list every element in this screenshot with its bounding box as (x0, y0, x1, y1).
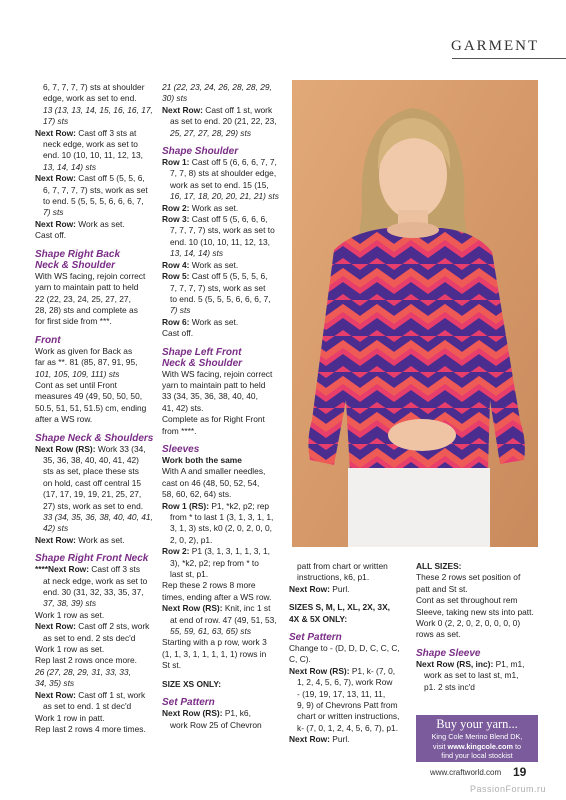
text-line: With A and smaller needles, (162, 466, 266, 477)
row-label: Row 3: (162, 214, 190, 225)
text-line: end. 10 (10, 10, 11, 12, 13, (170, 236, 270, 247)
text-column-3 (289, 561, 407, 746)
text-line: far as **. 81 (85, 87, 91, 95, (35, 357, 138, 368)
text-line: Rep last 2 rows 4 more times. (35, 723, 146, 734)
text-line: work as set to end. 15 (15, (170, 179, 269, 190)
text-line: 17) sts (43, 116, 69, 127)
text-column-1 (35, 82, 153, 735)
section-heading: Shape Right Front Neck (35, 553, 149, 565)
section-heading: Sleeves (162, 443, 200, 455)
text-line: 30) sts (162, 93, 188, 104)
text-line: Row 3: Cast off 5 (5, 6, 6, 6, (162, 214, 268, 225)
text-line: 101, 105, 109, 111) sts (35, 368, 120, 379)
section-title: GARMENT (451, 38, 540, 54)
text-column-2 (162, 82, 280, 731)
row-label: Next Row: (35, 218, 76, 229)
text-line: times, ending after a WS row. (162, 591, 272, 602)
text-line: 16, 17, 18, 20, 20, 21, 21) sts (170, 191, 279, 202)
text-line: Next Row (RS): P1, k- (7, 0, (289, 665, 396, 676)
spacer (289, 625, 407, 632)
section-heading: Shape Sleeve (416, 647, 481, 659)
text-line: 33 (34, 35, 36, 38, 40, 40, 41, (43, 512, 153, 522)
text-line: end. 10 (10, 10, 11, 12, 13, (43, 150, 143, 161)
text-line: Next Row: Purl. (289, 734, 350, 745)
text-line: 22 (22, 23, 24, 25, 27, 27, (35, 293, 131, 304)
text-line: 7, 7, 7, 7) sts, work as set (170, 282, 266, 293)
text-line: Next Row: Work as set. (35, 534, 125, 545)
text-line: 33 (34, 35, 36, 38, 40, 40, (162, 391, 258, 402)
text-line: C, C). (289, 654, 311, 665)
text-line: 3), *k2, p2; rep from * to (170, 557, 259, 568)
section-heading: Set Pattern (289, 632, 342, 644)
text-line: neck edge, work as set to (43, 139, 138, 150)
promo-url[interactable]: www.kingcole.com (447, 741, 513, 751)
text-line: Row 5: Cast off 5 (5, 5, 5, 6, (162, 271, 268, 282)
text-line: work Row 25 of Chevron (170, 719, 262, 730)
text-line: Row 2: P1 (3, 1, 3, 1, 1, 3, 1, (162, 546, 270, 557)
page-number: 19 (513, 765, 527, 779)
text-line: yarn to maintain patt to held (162, 379, 266, 390)
text-line: SIZES S, M, L, XL, 2X, 3X, (289, 602, 390, 613)
text-line: Next Row (RS, inc): P1, m1, (416, 658, 525, 669)
row-label: Next Row (RS, inc): (416, 658, 494, 669)
spacer (162, 690, 280, 697)
text-line: Rep last 2 rows once more. (35, 655, 137, 666)
text-line: to end. 5 (5, 5, 5, 6, 6, 6, 7, (43, 196, 144, 207)
text-line: 27) sts, work as set to end. (43, 500, 144, 511)
text-line: With WS facing, rejoin correct (162, 368, 273, 379)
section-heading: Set Pattern (162, 697, 215, 709)
text-line: after a WS row. (35, 414, 93, 425)
text-line: Starting with a p row, work 3 (162, 637, 267, 648)
row-label: Row 6: (162, 316, 190, 327)
spacer (35, 328, 153, 335)
text-line: Next Row: Cast off 3 sts at (35, 127, 137, 138)
text-line: Cast off. (162, 328, 194, 339)
text-line: Work 1 row as set. (35, 644, 105, 655)
row-label: Next Row: (289, 583, 330, 594)
text-line: ****Next Row: Cast off 3 sts (35, 564, 141, 575)
text-line: Rep these 2 rows 8 more (162, 580, 256, 591)
text-line: Next Row: Cast off 2 sts, work (35, 621, 150, 632)
row-label: Next Row: (289, 734, 330, 745)
spacer (162, 672, 280, 679)
text-line: 37, 38, 39) sts (43, 598, 97, 609)
text-line: for first side from ***. (35, 316, 112, 327)
text-line: Row 1 (RS): P1, *k2, p2; rep (162, 500, 270, 511)
text-line: 41, 42) sts. (162, 402, 204, 413)
text-line: 3, 1, 3) sts, k0 (2, 0, 2, 0, 0, (170, 523, 272, 534)
text-line: Next Row (RS): P1, k6, (162, 708, 251, 719)
spacer (416, 641, 534, 648)
spacer (162, 437, 280, 444)
text-line: 7) sts (43, 207, 64, 218)
text-line: as set to end. 1 st dec'd (43, 701, 132, 712)
spacer (162, 139, 280, 146)
text-line: 42) sts (43, 523, 69, 534)
text-line: 2, 0, 2), p1. (170, 534, 213, 545)
text-line: With WS facing, rejoin correct (35, 270, 146, 281)
text-line: from * to last 1 (3, 1, 3, 1, 1, (170, 512, 274, 522)
text-line: 7, 7, 7, 7) sts, work as set to (170, 225, 275, 236)
text-line: 50.5, 51, 51, 51.5) cm, ending (35, 402, 147, 413)
text-line: 55, 59, 61, 63, 65) sts (170, 626, 252, 637)
text-line: cast on 46 (48, 50, 52, 54, (162, 477, 260, 488)
text-line: Cont as set throughout rem (416, 595, 518, 606)
text-line: Row 4: Work as set. (162, 259, 239, 270)
section-heading: Shape Neck & Shoulders (35, 432, 154, 444)
text-line: 34, 35) sts (35, 678, 75, 689)
text-line: Work as given for Back as (35, 345, 133, 356)
promo-line-3: find your local stockist (441, 751, 513, 760)
text-line: from ****. (162, 425, 197, 436)
text-line: end. 30 (31, 32, 33, 35, 37, (43, 587, 144, 598)
text-line: Change to - (D, D, D, C, C, C, (289, 643, 400, 654)
text-line: 4X & 5X ONLY: (289, 613, 348, 624)
text-line: 7) sts (170, 305, 191, 316)
text-line: Next Row: Cast off 1 st, work (162, 104, 273, 115)
text-line: Complete as for Right Front (162, 414, 265, 425)
text-line: 58, 60, 62, 64) sts. (162, 489, 232, 500)
spacer (35, 242, 153, 249)
promo-line-2-pre: visit (432, 741, 448, 751)
text-line: as set to end. 2 sts dec'd (43, 632, 136, 643)
model-photo (292, 80, 538, 547)
promo-line-2 (416, 742, 538, 752)
text-line: 35, 36, 38, 40, 40, 41, 42) (43, 454, 139, 465)
text-line: 9, 9) of Chevrons Patt from (297, 700, 398, 711)
row-label: Row 5: (162, 271, 190, 282)
text-line: (1, 1, 3, 1, 1, 1, 1, 1) rows in (162, 648, 267, 659)
promo-line-1: King Cole Merino Blend DK, (431, 732, 523, 741)
header-rule (452, 58, 566, 59)
text-line: k- (7, 0, 1, 2, 4, 5, 6, 7), p1. (297, 722, 399, 733)
text-column-4 (416, 561, 534, 693)
spacer (35, 426, 153, 433)
row-label: Next Row: (35, 127, 76, 138)
text-line: edge, work as set to end. (43, 93, 137, 104)
row-label: Row 2: (162, 202, 190, 213)
spacer (289, 595, 407, 602)
text-line: Next Row (RS): Knit, inc 1 st (162, 603, 271, 614)
text-line: St st. (162, 660, 182, 671)
text-line: 7, 7, 8) sts at shoulder edge, (170, 168, 277, 179)
section-heading: Front (35, 334, 61, 346)
text-line: Work 0 (2, 2, 0, 2, 0, 0, 0, 0) (416, 618, 521, 629)
text-line: Next Row: Cast off 1 st, work (35, 689, 146, 700)
text-line: at end of row. 47 (49, 51, 53, (170, 614, 277, 625)
text-line: Row 2: Work as set. (162, 202, 239, 213)
section-heading: Neck & Shoulder (35, 259, 116, 271)
footer-site[interactable]: www.craftworld.com (430, 768, 502, 777)
text-line: patt from chart or written (297, 561, 388, 571)
row-label: Next Row: (162, 104, 203, 115)
text-line: (17, 17, 19, 19, 21, 25, 27, (43, 489, 142, 500)
row-label: Row 2: (162, 546, 190, 557)
row-label: Next Row (RS): (35, 443, 96, 454)
row-label: Next Row: (35, 621, 76, 632)
text-line: Next Row: Cast off 5 (5, 5, 6, (35, 173, 145, 184)
text-line: Sleeve, taking new sts into patt. (416, 606, 534, 617)
watermark: PassionForum.ru (470, 784, 547, 794)
text-line: yarn to maintain patt to held (35, 282, 139, 293)
text-line: to end. 5 (5, 5, 5, 6, 6, 6, 7, (170, 293, 271, 304)
text-line: SIZE XS ONLY: (162, 678, 222, 689)
text-line: 13, 14, 14) sts (43, 161, 97, 172)
text-line: work as set to last st, m1, (424, 670, 519, 681)
promo-line-2-post: to (512, 741, 522, 751)
text-line: 6, 7, 7, 7, 7) sts at shoulder (43, 82, 145, 92)
text-line: Next Row: Purl. (289, 583, 350, 594)
text-line: on hold, cast off central 15 (43, 477, 142, 488)
text-line: ALL SIZES: (416, 561, 462, 571)
text-line: These 2 rows set position of (416, 572, 521, 583)
text-line: Work 1 row as set. (35, 609, 105, 620)
text-line: - (19, 19, 17, 13, 11, 11, (297, 688, 386, 699)
section-heading: Shape Left Front (162, 346, 242, 358)
text-line: as set to end. 20 (21, 22, 23, (170, 116, 277, 127)
row-label: Row 4: (162, 259, 190, 270)
text-line: p1. 2 sts inc'd (424, 681, 475, 692)
text-line: Next Row: Work as set. (35, 218, 125, 229)
text-line: Cont as set until Front (35, 379, 117, 390)
spacer (35, 546, 153, 553)
text-line: 13, 14, 14) sts (170, 248, 224, 259)
row-label: Next Row (RS): (162, 708, 223, 719)
text-line: 28, 28) sts and complete as (35, 304, 138, 315)
text-line: 21 (22, 23, 24, 26, 28, 28, 29, (162, 82, 272, 92)
text-line: Next Row (RS): Work 33 (34, (35, 443, 146, 454)
text-line: Work both the same (162, 454, 242, 465)
row-label: Next Row: (35, 173, 76, 184)
text-line: Work 1 row in patt. (35, 712, 105, 723)
text-line: 13 (13, 13, 14, 15, 16, 16, 17, (43, 104, 153, 115)
text-line: Cast off. (35, 230, 67, 241)
text-line: chart or written instructions, (297, 711, 400, 722)
text-line: rows as set. (416, 629, 461, 640)
row-label: Next Row (RS): (289, 665, 350, 676)
text-line: 25, 27, 27, 28, 29) sts (170, 127, 252, 138)
text-line: Row 1: Cast off 5 (6, 6, 6, 7, 7, (162, 157, 277, 168)
text-line: patt and St st. (416, 583, 468, 594)
promo-title: Buy your yarn... (436, 717, 518, 731)
text-line: measures 49 (49, 50, 50, 50, (35, 391, 143, 402)
row-label: Row 1: (162, 157, 190, 168)
row-label: Row 1 (RS): (162, 500, 209, 511)
section-heading: Neck & Shoulder (162, 357, 243, 369)
section-heading: Shape Right Back (35, 248, 121, 260)
row-label: Next Row: (35, 689, 76, 700)
row-label: Next Row: (35, 534, 76, 545)
promo-box (416, 715, 538, 762)
text-line: 1, 2, 4, 5, 6, 7), work Row (297, 677, 393, 688)
text-line: instructions, k6, p1. (297, 572, 370, 583)
section-heading: Shape Shoulder (162, 146, 239, 158)
text-line: sts as set, place these sts (43, 466, 139, 477)
text-line: at neck edge, work as set to (43, 575, 148, 586)
spacer (162, 340, 280, 347)
row-label: ****Next Row: (35, 564, 89, 575)
text-line: 6, 7, 7, 7, 7) sts, work as set (43, 184, 148, 195)
text-line: 26 (27, 28, 29, 31, 33, 33, (35, 666, 131, 677)
row-label: Next Row (RS): (162, 603, 223, 614)
text-line: Row 6: Work as set. (162, 316, 239, 327)
text-line: last st, p1. (170, 569, 209, 580)
